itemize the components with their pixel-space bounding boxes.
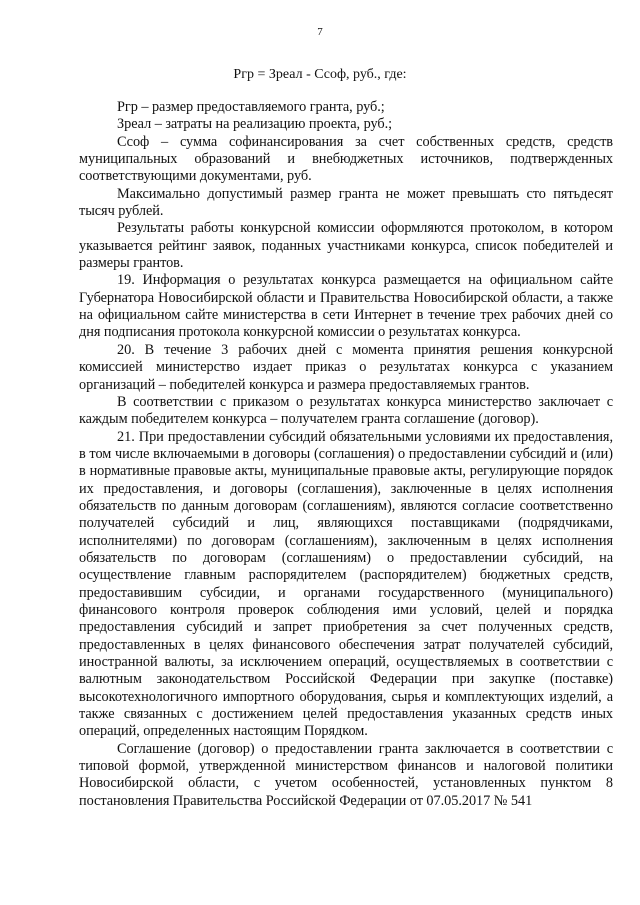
document-body — [79, 95, 613, 810]
paragraph-agreement-conclusion: В соответствии с приказом о результатах конкурса министерство заключает с каждым победителем конкурса – получателем гранта соглашение (договор). — [79, 393, 613, 428]
paragraph-zreal-definition: Зреал – затраты на реализацию проекта, руб.; — [117, 116, 393, 133]
paragraph-item-20: 20. В течение 3 рабочих дней с момента принятия решения конкурсной комиссией министерство издает приказ о результатах конкурса с указанием организаций – победителей конкурса и размера предоставляемых грантов. — [79, 341, 613, 393]
paragraph-max-grant: Максимально допустимый размер гранта не может превышать сто пятьдесят тысяч рублей. — [79, 185, 613, 220]
paragraph-item-21: 21. При предоставлении субсидий обязательными условиями их предоставления, в том числе включаемыми в договоры (соглашения) о предоставлении субсидий и (или) в нормативные правовые акты, муниципальные правовые акты, регулирующие порядок их предоставления, и договоры (соглашения), заключенные в целях исполнения обязательств по данным договорам (соглашениям), являются согласие соответственно получателей субсидий и лиц, являющихся поставщиками (подрядчиками, исполнителями) по договорам (соглашениям), заключенным в целях исполнения обязательств по договорам (соглашениям) о предоставлении субсидий, на осуществление главным распорядителем (распорядителем) бюджетных средств, предоставившим субсидии, и органами государственного (муниципального) финансового контроля проверок соблюдения ими условий, целей и порядка предоставления субсидий и запрет приобретения за счет полученных средств, предоставленных в целях финансового обеспечения затрат получателей субсидий, иностранной валюты, за исключением операций, осуществляемых в соответствии с валютным законодательством Российской Федерации при закупке (поставке) высокотехнологичного импортного оборудования, сырья и комплектующих изделий, а также связанных с достижением целей предоставления указанных средств иных операций, определенных настоящим Порядком. — [79, 428, 613, 740]
paragraph-rgr-definition: Ргр – размер предоставляемого гранта, руб.; — [117, 99, 385, 115]
paragraph-agreement-form: Соглашение (договор) о предоставлении гранта заключается в соответствии с типовой формой, утвержденной министерством финансов и налоговой политики Новосибирской области, с учетом особенностей, установленных пунктом 8 постановления Правительства Российской Федерации от 07.05.2017 № 541 — [79, 740, 613, 809]
paragraph-commission-results: Результаты работы конкурсной комиссии оформляются протоколом, в котором указывается рейтинг заявок, поданных участниками конкурса, список победителей и размеры грантов. — [79, 220, 613, 272]
grant-formula: Ргр = Зреал - Ссоф, руб., где: — [233, 67, 407, 82]
paragraph-ssof-definition: Ссоф – сумма софинансирования за счет собственных средств, средств муниципальных образований и внебюджетных источников, подтвержденных соответствующими документами, руб. — [79, 133, 613, 185]
page-number: 7 — [317, 26, 323, 38]
paragraph-item-19: 19. Информация о результатах конкурса размещается на официальном сайте Губернатора Новосибирской области и Правительства Новосибирской области, а также на официальном сайте министерства в сети Интернет в течение трех рабочих дней со дня подписания протокола конкурсной комиссии о результатах конкурса. — [79, 272, 613, 341]
